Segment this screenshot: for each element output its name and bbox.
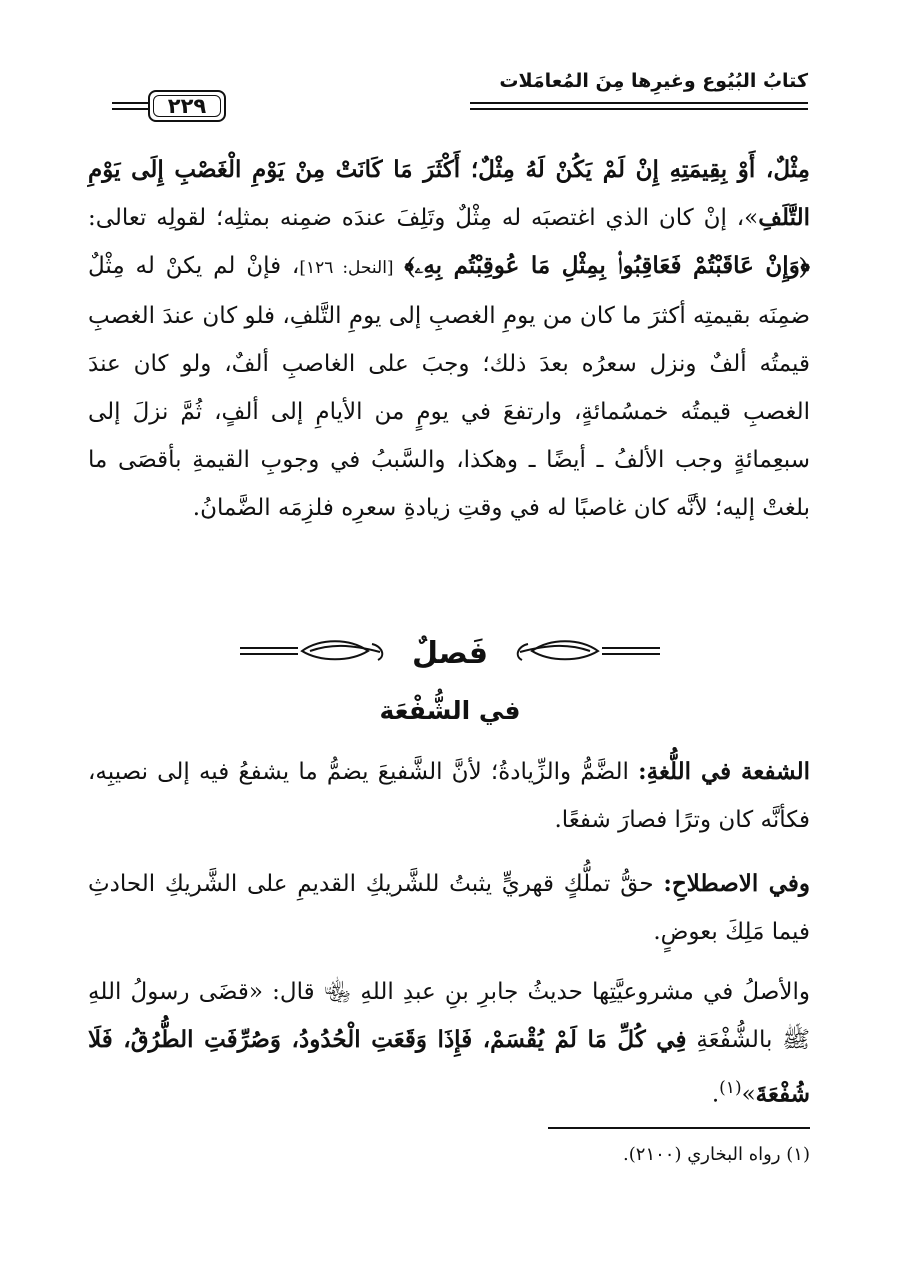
quran-verse: ﴿وَإِنْ عَاقَبْتُمْ فَعَاقِبُوا۟ بِمِثْلِ مَا عُوقِبْتُم بِهِۦ﴾: [404, 252, 810, 279]
verse-reference: [النحل: ١٢٦]: [299, 258, 394, 278]
ornament-right-flourish: [510, 632, 660, 672]
bold-matn-text: مِثْلٌ، أَوْ بِقِيمَتِهِ إِنْ لَمْ يَكُنْ لَهُ مِثْلٌ؛ أَكْثَرَ مَا كَانَتْ مِنْ يَوْمِ الْغَصْبِ إِلَى يَوْمِ التَّلَفِ: [88, 156, 810, 231]
definition-text: حقُّ تملُّكٍ قهريٍّ يثبتُ للشَّريكِ القديمِ على الشَّريكِ الحادثِ فيما مَلِكَ بعوضٍ.: [88, 871, 810, 945]
hadith-text: فِي كُلِّ مَا لَمْ يُقْسَمْ، فَإِذَا وَقَعَتِ الْحُدُودُ، وَصُرِّفَتِ الطُّرُقُ، فَلَا شُفْعَةَ: [88, 1026, 810, 1108]
paragraph-1: [88, 146, 810, 532]
paragraph-4: [88, 968, 810, 1119]
commentary-text-continued: ، فإنْ لم يكنْ له مِثْلٌ ضمِنَه بقيمتِه أكثرَ ما كان من يومِ الغصبِ إلى يومِ التَّلفِ، فلو كان عندَ الغصبِ قيمتُه ألفٌ ونزل سعرُه بعدَ ذلك؛ وجبَ على الغاصبِ ألفٌ، ولو كان عندَ الغصبِ قيمتُه خمسُمائةٍ، وارتفعَ في يومٍ من الأيامِ إلى ألفٍ، ثُمَّ نزلَ إلى سبعِمائةٍ وجب الألفُ ـ أيضًا ـ وهكذا، والسَّببُ في وجوبِ القيمةِ بأقصَى ما بلغتْ إليه؛ لأنَّه كان غاصبًا له في وقتِ زيادةِ سعرِه فلزِمَه الضَّمانُ.: [88, 253, 810, 521]
closing-quote: »: [741, 1081, 756, 1108]
definition-text: الضَّمُّ والزِّيادةُ؛ لأنَّ الشَّفيعَ يضمُّ ما يشفعُ فيه إلى نصيبِه، فكأنَّه كان وترًا فصارَ شفعًا.: [88, 759, 810, 833]
term-lughah: الشفعة في اللُّغةِ:: [638, 758, 810, 785]
header-rule: [470, 102, 808, 110]
footnote-marker: (١): [719, 1078, 742, 1098]
page-number: ٢٢٩: [148, 90, 226, 122]
commentary-text: »، إنْ كان الذي اغتصبَه له مِثْلٌ وتَلِفَ عندَه ضمِنه بمثلِه؛ لقولِه تعالى:: [88, 205, 759, 231]
intro-text: والأصلُ في مشروعيَّتِها حديثُ جابرِ بنِ عبدِ اللهِ ﵄ قال: «قضَى رسولُ اللهِ ﷺ بالشُّفْعَةِ: [88, 979, 811, 1053]
period: .: [711, 1081, 720, 1108]
section-ornament: [240, 632, 660, 688]
footnote: (١) رواه البخاري (٢١٠٠).: [623, 1144, 810, 1165]
section-title: في الشُّفْعَة: [379, 696, 521, 725]
term-istilah: وفي الاصطلاحِ:: [663, 870, 810, 897]
paragraph-2: [88, 748, 810, 844]
running-title: كتابُ البُيُوع وغيرِها مِنَ المُعامَلات: [499, 70, 808, 92]
footnote-rule: [548, 1127, 810, 1129]
header-rule-left: [112, 102, 148, 110]
section-ornament-word: فَصلٌ: [412, 636, 488, 671]
paragraph-3: [88, 860, 810, 956]
